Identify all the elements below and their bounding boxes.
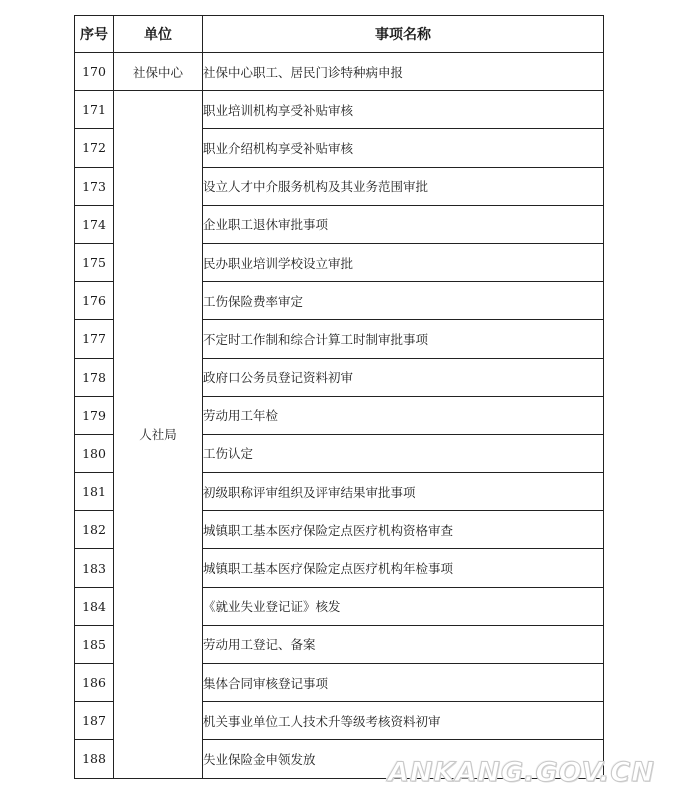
table-row [75, 91, 604, 129]
item-name-cell: 集体合同审核登记事项 [203, 664, 604, 702]
item-name-cell: 工伤保险费率审定 [203, 282, 604, 320]
serial-number-cell: 183 [75, 549, 114, 587]
header-serial-number: 序号 [75, 16, 114, 53]
item-name-cell: 城镇职工基本医疗保险定点医疗机构年检事项 [203, 549, 604, 587]
item-name-cell: 民办职业培训学校设立审批 [203, 243, 604, 281]
serial-number-cell: 188 [75, 740, 114, 778]
item-name-cell: 劳动用工登记、备案 [203, 625, 604, 663]
serial-number-cell: 187 [75, 702, 114, 740]
site-watermark: ANKANG.GOV.CN [388, 757, 655, 788]
serial-number-cell: 184 [75, 587, 114, 625]
item-name-cell: 企业职工退休审批事项 [203, 205, 604, 243]
item-name-cell: 社保中心职工、居民门诊特种病申报 [203, 53, 604, 91]
unit-cell-merged: 人社局 [114, 91, 203, 778]
header-unit: 单位 [114, 16, 203, 53]
serial-number-cell: 171 [75, 91, 114, 129]
items-table [74, 15, 604, 779]
header-item-name: 事项名称 [203, 16, 604, 53]
header-row [75, 16, 604, 53]
item-name-cell: 城镇职工基本医疗保险定点医疗机构资格审查 [203, 511, 604, 549]
serial-number-cell: 170 [75, 53, 114, 91]
serial-number-cell: 175 [75, 243, 114, 281]
serial-number-cell: 186 [75, 664, 114, 702]
serial-number-cell: 181 [75, 473, 114, 511]
serial-number-cell: 173 [75, 167, 114, 205]
item-name-cell: 初级职称评审组织及评审结果审批事项 [203, 473, 604, 511]
serial-number-cell: 185 [75, 625, 114, 663]
serial-number-cell: 178 [75, 358, 114, 396]
item-name-cell: 职业培训机构享受补贴审核 [203, 91, 604, 129]
serial-number-cell: 174 [75, 205, 114, 243]
item-name-cell: 劳动用工年检 [203, 396, 604, 434]
item-name-cell: 失业保险金申领发放 [203, 740, 604, 778]
item-name-cell: 设立人才中介服务机构及其业务范围审批 [203, 167, 604, 205]
serial-number-cell: 180 [75, 434, 114, 472]
table-row [75, 53, 604, 91]
item-name-cell: 机关事业单位工人技术升等级考核资料初审 [203, 702, 604, 740]
item-name-cell: 工伤认定 [203, 434, 604, 472]
item-name-cell: 职业介绍机构享受补贴审核 [203, 129, 604, 167]
item-name-cell: 《就业失业登记证》核发 [203, 587, 604, 625]
serial-number-cell: 182 [75, 511, 114, 549]
serial-number-cell: 172 [75, 129, 114, 167]
unit-cell: 社保中心 [114, 53, 203, 91]
serial-number-cell: 179 [75, 396, 114, 434]
serial-number-cell: 176 [75, 282, 114, 320]
item-name-cell: 政府口公务员登记资料初审 [203, 358, 604, 396]
serial-number-cell: 177 [75, 320, 114, 358]
item-name-cell: 不定时工作制和综合计算工时制审批事项 [203, 320, 604, 358]
